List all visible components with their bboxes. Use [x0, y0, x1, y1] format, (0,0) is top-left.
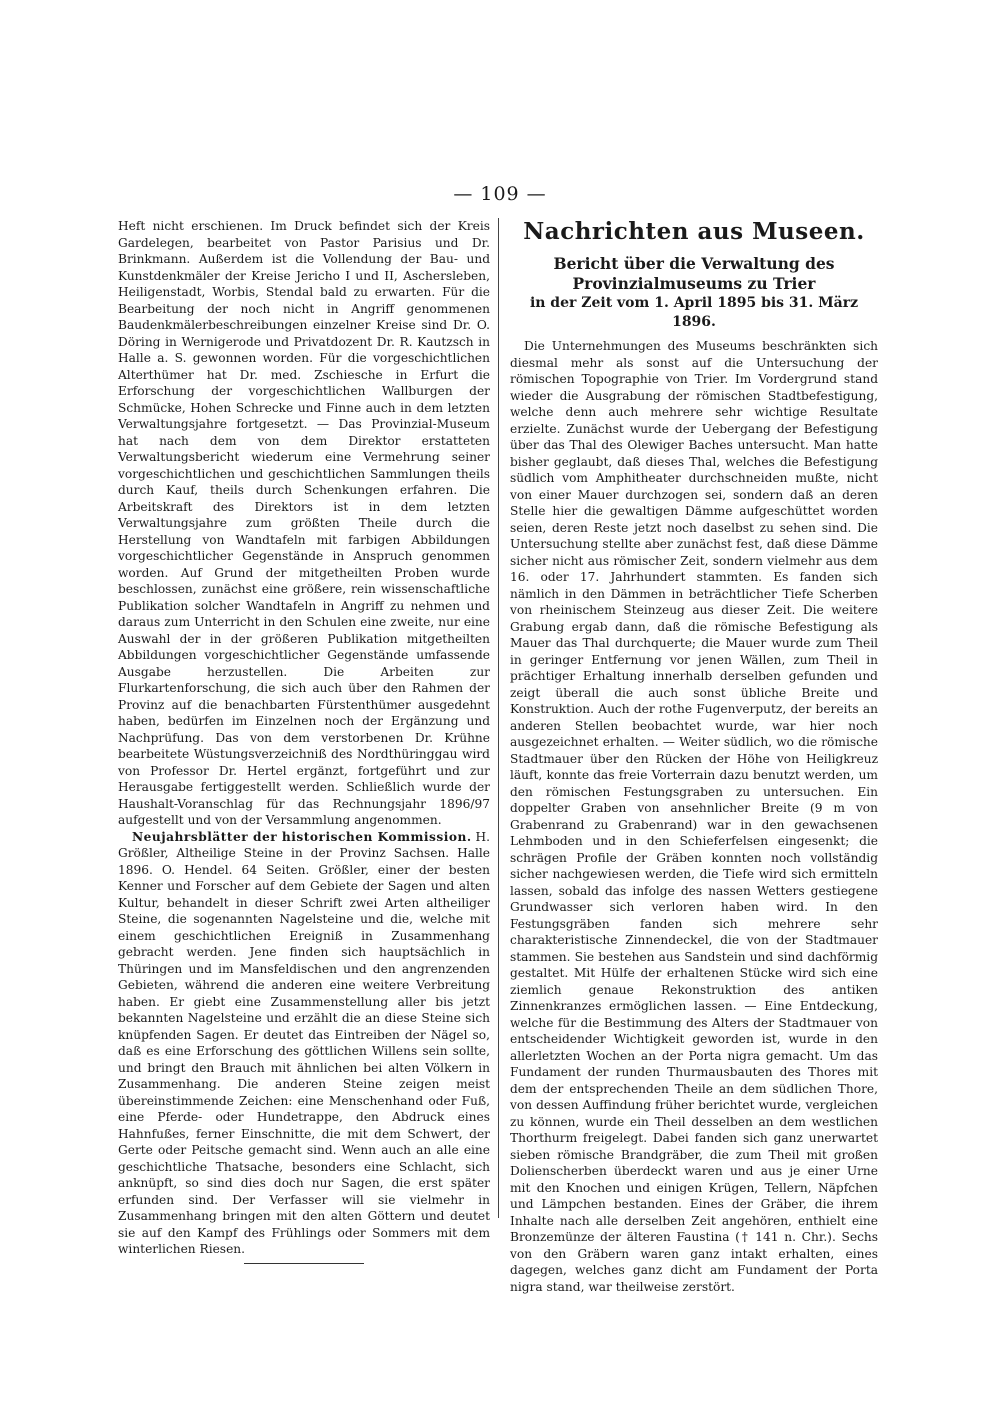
neujahrsblaetter-heading: Neujahrsblätter der historischen Kommission. — [132, 829, 472, 844]
column-divider — [498, 218, 499, 1218]
left-paragraph-1: Heft nicht erschienen. Im Druck befindet sich der Kreis Gardelegen, bearbeitet von Pastor Parisius und Dr. Brinkmann. Außerdem ist die Vollendung der Bau- und Kunstdenkmäler der Kreise Jericho I und II, Aschersleben, Heiligenstadt, Worbis, Stendal bald zu erwarten. Für die Bearbeitung der noch nicht in Angriff genommenen Baudenkmälerbeschreibungen einzelner Kreise sind Dr. O. Döring in Wernigerode und Privatdozent Dr. R. Kautzsch in Halle a. S. gewonnen worden. Für die vorgeschichtlichen Alterthümer hat Dr. med. Zschiesche in Erfurt die Erforschung der vorgeschichtlichen Wallburgen der Schmücke, Hohen Schrecke und Finne auch in dem letzten Verwaltungsjahre fortgesetzt. — Das Provinzial-Museum hat nach dem von dem Direktor erstatteten Verwaltungsbericht wiederum eine Vermehrung seiner vorgeschichtlichen und geschichtlichen Sammlungen theils durch Kauf, theils durch Schenkungen erfahren. Die Arbeitskraft des Direktors ist in dem letzten Verwaltungsjahre zum größten Theile durch die Herstellung von Wandtafeln mit farbigen Abbildungen vorgeschichtlicher Gegenstände in Anspruch genommen worden. Auf Grund der mitgetheilten Proben wurde beschlossen, zunächst eine größere, rein wissenschaftliche Publikation solcher Wandtafeln in Angriff zu nehmen und daraus zum Unterricht in den Schulen eine zweite, nur eine Auswahl der in der größeren Publikation mitgetheilten Abbildungen vorgeschichtlicher Gegenstände umfassende Ausgabe herzustellen. Die Arbeiten zur Flurkartenforschung, die sich auch über den Rahmen der Provinz auf die benachbarten Fürstenthümer ausgedehnt haben, bedürfen im Einzelnen noch der Ergänzung und Nachprüfung. Das von dem verstorbenen Dr. Krühne bearbeitete Wüstungsverzeichniß des Nordthüringgau wird von Professor Dr. Hertel ergänzt, fortgeführt und zur Herausgabe fertiggestellt werden. Schließlich wurde der Haushalt-Voranschlag für das Rechnungsjahr 1896/97 aufgestellt und von der Versammlung angenommen. — [118, 219, 490, 827]
report-title: Bericht über die Verwaltung des Provinzialmuseums zu Trier — [553, 254, 835, 293]
left-paragraph-2 — [118, 829, 490, 1258]
right-column — [510, 218, 878, 1295]
left-column — [118, 218, 490, 1264]
report-date: in der Zeit vom 1. April 1895 bis 31. März 1896. — [529, 295, 859, 330]
article-end-rule — [244, 1263, 364, 1264]
page-number: — 109 — — [453, 183, 547, 205]
report-body: Die Unternehmungen des Museums beschränkten sich diesmal mehr als sonst auf die Untersuchung der römischen Topographie von Trier. Im Vordergrund stand wieder die Ausgrabung der römischen Stadtbefestigung, welche denn auch mehrere sehr wichtige Resultate erzielte. Zunächst wurde der Uebergang der Befestigung über das Thal des Olewiger Baches untersucht. Man hatte bisher geglaubt, daß dieses Thal, welches die Befestigung südlich vom Amphitheater durchschneiden mußte, nicht von einer Mauer durchzogen sei, sondern daß an deren Stelle hier die gewaltigen Dämme aufgeschüttet worden seien, deren Reste jetzt noch daselbst zu sehen sind. Die Untersuchung stellte aber zunächst fest, daß diese Dämme sicher nicht aus römischer Zeit, sondern vielmehr aus dem 16. oder 17. Jahrhundert stammten. Es fanden sich nämlich in den Dämmen in beträchtlicher Tiefe Scherben von rheinischem Steinzeug aus dieser Zeit. Die weitere Grabung ergab dann, daß die römische Befestigung als Mauer das Thal durchquerte; die Mauer wurde zum Theil in geringer Entfernung vor jenen Wällen, zum Theil in prächtiger Erhaltung innerhalb derselben gefunden und zeigt überall die auch sonst übliche Breite und Konstruktion. Auch der rothe Fugenverputz, der bereits an anderen Stellen beobachtet wurde, war hier noch ausgezeichnet erhalten. — Weiter südlich, wo die römische Stadtmauer über den Rücken der Höhe von Heiligkreuz läuft, konnte das freie Vorterrain dazu benutzt werden, um den römischen Festungsgraben zu untersuchen. Ein doppelter Graben von ansehnlicher Breite (9 m von Grabenrand zu Grabenrand) war in den gewachsenen Lehmboden und in den Schieferfelsen eingesenkt; die schrägen Profile der Gräben konnten noch vollständig sicher nachgewiesen werden, die Tiefe wird sich ermitteln lassen, sobald das infolge des nassen Wetters gestiegene Grundwasser sich verloren haben wird. In den Festungsgräben fanden sich mehrere sehr charakteristische Zinnendeckel, die von der Stadtmauer stammen. Sie bestehen aus Sandstein und sind dachförmig gestaltet. Mit Hülfe der erhaltenen Stücke wird sich eine ziemlich genaue Rekonstruktion des antiken Zinnenkranzes ermöglichen lassen. — Eine Entdeckung, welche für die Bestimmung des Alters der Stadtmauer von entscheidender Wichtigkeit geworden ist, wurde in den allerletzten Wochen an der Porta nigra gemacht. Um das Fundament der runden Thurmausbauten des Thores mit dem der entsprechenden Theile an dem südlichen Thore, von dessen Auffindung früher berichtet wurde, vergleichen zu können, wurde ein Theil desselben an dem westlichen Thorthurm freigelegt. Dabei fanden sich ganz unerwartet sieben römische Brandgräber, die zum Theil mit großen Dolienscherben überdeckt waren und aus je einer Urne mit den Knochen und einigen Krügen, Tellern, Näpfchen und Lämpchen bestanden. Eines der Gräber, die ihrem Inhalte nach alle derselben Zeit angehören, enthielt eine Bronzemünze der älteren Faustina († 141 n. Chr.). Sechs von den Gräbern waren ganz intakt erhalten, eines dagegen, welches ganz dicht am Fundament der Porta nigra stand, war theilweise zerstört. — [510, 339, 878, 1294]
section-title: Nachrichten aus Museen. — [523, 218, 865, 245]
neujahrsblaetter-body: H. Größler, Altheilige Steine in der Provinz Sachsen. Halle 1896. O. Hendel. 64 Seiten. Größler, einer der besten Kenner und Forscher auf dem Gebiete der Sagen und alten Kultur, behandelt in dieser Schrift zwei Arten altheiliger Steine, die sogenannten Nagelsteine und die, welche mit einem geschichtlichen Ereigniß in Zusammenhang gebracht werden. Jene finden sich hauptsächlich in Thüringen und im Mansfeldischen und den angrenzenden Gebieten, während die anderen eine weitere Verbreitung haben. Er giebt eine Zusammenstellung aller bis jetzt bekannten Nagelsteine und erzählt die an diese Steine sich knüpfenden Sagen. Er deutet das Eintreiben der Nägel so, daß es eine Erforschung des göttlichen Willens sein sollte, und bringt den Brauch mit ähnlichen bei alten Völkern in Zusammenhang. Die anderen Steine zeigen meist übereinstimmende Zeichen: eine Menschenhand oder Fuß, eine Pferde- oder Hundetrappe, den Abdruck eines Hahnfußes, ferner Einschnitte, die mit dem Schwert, der Gerte oder Peitsche gemacht sind. Wenn auch an alle eine geschichtliche Thatsache, besonders eine Schlacht, sich anknüpft, so sind dies doch nur Sagen, die erst später erfunden sind. Der Verfasser will sie vielmehr in Zusammenhang bringen mit den alten Göttern und deutet sie auf den Kampf des Frühlings oder Sommers mit dem winterlichen Riesen. — [118, 829, 490, 1256]
